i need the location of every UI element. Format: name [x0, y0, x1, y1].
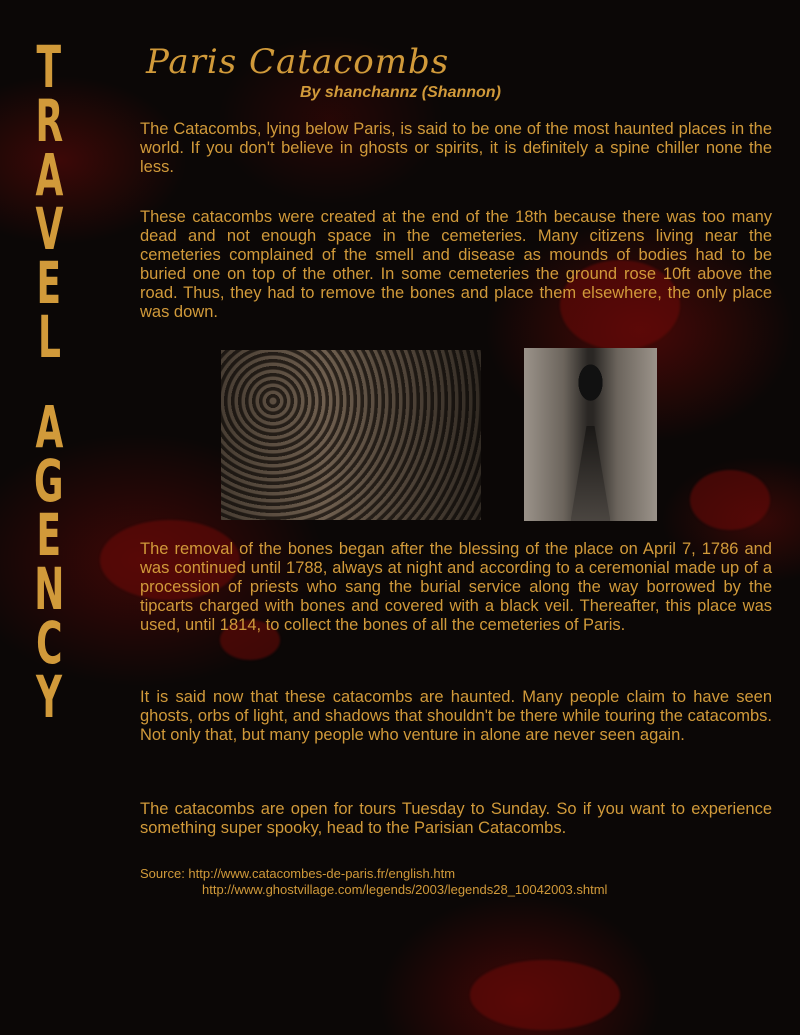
paragraph-removal: The removal of the bones began after the blessing of the place on April 7, 1786 and was continued until 1788, always at night and according to a ceremonial made up of a procession of priests who sang the burial service along the way borrowed by the tipcarts charged with bones and covered with a black veil. Thereafter, this place was used, until 1814, to collect the bones of all the cemeteries of Paris.	[140, 540, 772, 634]
banner-letter: T	[36, 33, 62, 101]
banner-letter: E	[36, 249, 62, 317]
paragraph-intro: The Catacombs, lying below Paris, is said to be one of the most haunted places in the world. If you don't believe in ghosts or spirits, it is definitely a spine chiller none the less.	[140, 120, 772, 176]
banner-letter: V	[35, 195, 63, 263]
banner-letter: C	[35, 609, 63, 677]
paragraph-haunted: It is said now that these catacombs are haunted. Many people claim to have seen ghosts, orbs of light, and shadows that shouldn't be there while touring the catacombs. Not only that, but many people who venture in alone are never seen again.	[140, 688, 772, 744]
blood-splatter	[690, 470, 770, 530]
banner-letter: E	[36, 501, 62, 569]
article-title: Paris Catacombs	[146, 42, 450, 82]
travel-agency-banner	[18, 33, 80, 731]
banner-letter: R	[35, 87, 63, 155]
banner-letter: Y	[35, 663, 63, 731]
banner-letter: A	[35, 393, 63, 461]
banner-letter: L	[37, 303, 61, 371]
source-citation	[140, 866, 607, 898]
skull-wall-photo	[221, 350, 481, 520]
tunnel-photo	[524, 348, 657, 521]
banner-letter: A	[35, 141, 63, 209]
paragraph-tours: The catacombs are open for tours Tuesday to Sunday. So if you want to experience something super spooky, head to the Parisian Catacombs.	[140, 800, 772, 837]
source-line-1: Source: http://www.catacombes-de-paris.fr/english.htm	[140, 866, 456, 881]
article-byline: By shanchannz (Shannon)	[300, 84, 501, 101]
blood-splatter	[470, 960, 620, 1030]
paragraph-history: These catacombs were created at the end of the 18th because there was too many dead and not enough space in the cemeteries. Many citizens living near the cemeteries complained of the smell and disease as mounds of bodies had to be buried one on top of the other. In some cemeteries the ground rose 10ft above the road. Thus, they had to remove the bones and place them elsewhere, the only place was down.	[140, 208, 772, 321]
source-line-2: http://www.ghostvillage.com/legends/2003/legends28_10042003.shtml	[202, 882, 608, 897]
banner-letter: N	[33, 555, 65, 623]
banner-letter: G	[34, 447, 64, 515]
